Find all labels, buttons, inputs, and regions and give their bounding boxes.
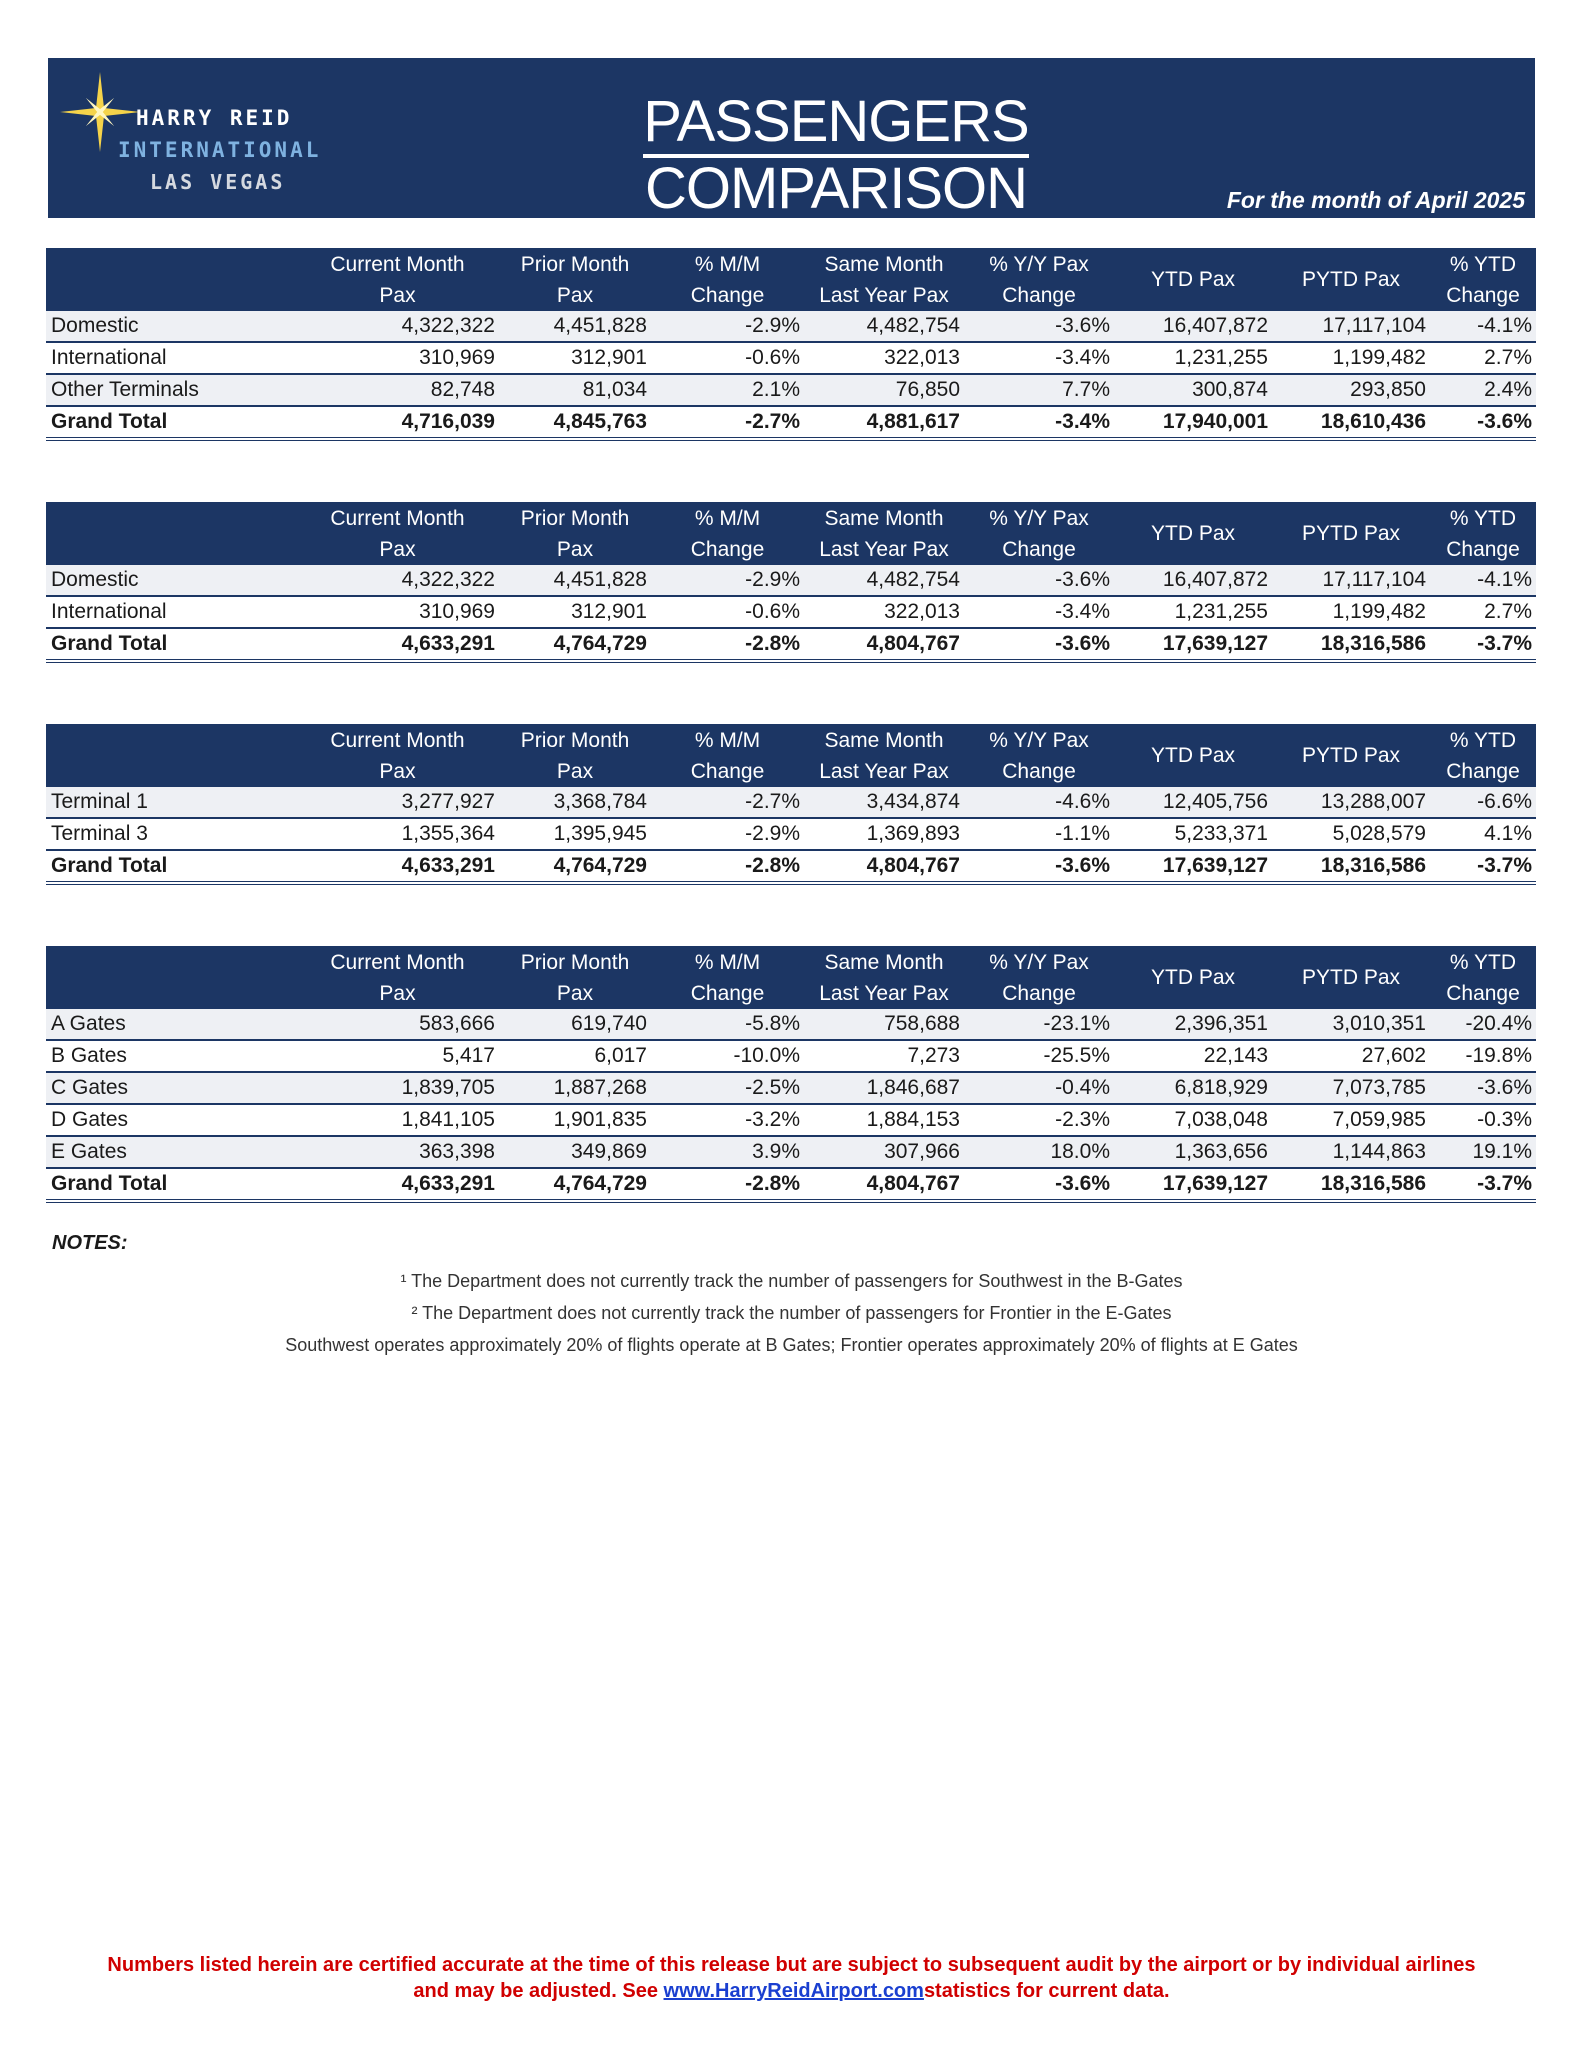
table-cell: 6,017 bbox=[499, 1040, 651, 1072]
total-label: Grand Total bbox=[46, 628, 296, 661]
table-header-row bbox=[46, 724, 1536, 787]
table-row bbox=[46, 1040, 1536, 1072]
header-mm-change bbox=[651, 724, 804, 787]
header-yy-change-line2: Change bbox=[1002, 283, 1076, 307]
header-prior-month bbox=[499, 248, 651, 311]
table-cell: 76,850 bbox=[804, 374, 964, 406]
row-label: D Gates bbox=[46, 1104, 296, 1136]
footer-text-1: Numbers listed herein are certified accurate at the time of this release but are subject to subsequent audit by the airport or by individual airlines and may be adjusted. See bbox=[107, 1954, 1476, 2002]
table-cell: 1,199,482 bbox=[1272, 342, 1430, 374]
table-cell: 3,368,784 bbox=[499, 787, 651, 818]
total-cell: 18,316,586 bbox=[1272, 850, 1430, 883]
header-current-month bbox=[296, 724, 499, 787]
row-label: Domestic bbox=[46, 311, 296, 342]
header-prior-month-line1: Prior Month bbox=[520, 728, 630, 752]
header-yy-change-line1: % Y/Y Pax bbox=[989, 506, 1089, 530]
table-cell: 1,144,863 bbox=[1272, 1136, 1430, 1168]
total-cell: 18,316,586 bbox=[1272, 1168, 1430, 1201]
row-label: Other Terminals bbox=[46, 374, 296, 406]
header-prior-month-line2: Pax bbox=[556, 537, 594, 561]
table-cell: 619,740 bbox=[499, 1009, 651, 1040]
header-yy-change bbox=[964, 248, 1114, 311]
table-cell: 17,117,104 bbox=[1272, 311, 1430, 342]
table-cell: 2.7% bbox=[1430, 596, 1536, 628]
table-cell: 312,901 bbox=[499, 596, 651, 628]
airport-logo bbox=[54, 68, 334, 208]
total-cell: 17,639,127 bbox=[1114, 628, 1272, 661]
header-prior-month bbox=[499, 946, 651, 1009]
table-cell: 4,451,828 bbox=[499, 565, 651, 596]
table-row bbox=[46, 818, 1536, 850]
header-ytd-change-line2: Change bbox=[1446, 759, 1520, 783]
header-banner bbox=[48, 58, 1535, 221]
row-label: C Gates bbox=[46, 1072, 296, 1104]
total-cell: 17,940,001 bbox=[1114, 406, 1272, 439]
table-cell: 363,398 bbox=[296, 1136, 499, 1168]
note-3: Southwest operates approximately 20% of flights operate at B Gates; Frontier operates approximately 20% of flights at E Gates bbox=[285, 1335, 1298, 1355]
total-cell: 18,316,586 bbox=[1272, 628, 1430, 661]
header-ytd bbox=[1114, 248, 1272, 311]
table-cell: 19.1% bbox=[1430, 1136, 1536, 1168]
header-same-month-last-year bbox=[804, 248, 964, 311]
table-cell: 1,884,153 bbox=[804, 1104, 964, 1136]
total-cell: -3.6% bbox=[964, 1168, 1114, 1201]
header-yy-change bbox=[964, 724, 1114, 787]
header-same-month-last-year-line1: Same Month bbox=[824, 950, 944, 974]
table-cell: 81,034 bbox=[499, 374, 651, 406]
header-ytd bbox=[1114, 724, 1272, 787]
row-label: International bbox=[46, 596, 296, 628]
total-cell: 4,633,291 bbox=[296, 628, 499, 661]
row-label: International bbox=[46, 342, 296, 374]
header-current-month bbox=[296, 946, 499, 1009]
table-cell: 6,818,929 bbox=[1114, 1072, 1272, 1104]
total-cell: 4,845,763 bbox=[499, 406, 651, 439]
table-cell: 1,355,364 bbox=[296, 818, 499, 850]
total-cell: -3.7% bbox=[1430, 1168, 1536, 1201]
header-ytd-change-line2: Change bbox=[1446, 283, 1520, 307]
row-label: Domestic bbox=[46, 565, 296, 596]
total-cell: 4,716,039 bbox=[296, 406, 499, 439]
header-yy-change bbox=[964, 502, 1114, 565]
header-blank bbox=[46, 502, 296, 565]
header-prior-month-line1: Prior Month bbox=[520, 252, 630, 276]
table-cell: 16,407,872 bbox=[1114, 311, 1272, 342]
total-cell: 4,804,767 bbox=[804, 1168, 964, 1201]
header-pytd bbox=[1272, 946, 1430, 1009]
header-pytd-text: PYTD Pax bbox=[1301, 522, 1401, 545]
table-cell: 3,010,351 bbox=[1272, 1009, 1430, 1040]
logo-line-2: INTERNATIONAL bbox=[118, 138, 322, 162]
table-cell: 1,363,656 bbox=[1114, 1136, 1272, 1168]
total-cell: -2.8% bbox=[651, 628, 804, 661]
table-row bbox=[46, 596, 1536, 628]
header-prior-month bbox=[499, 502, 651, 565]
header-ytd-change bbox=[1430, 502, 1536, 565]
header-current-month-line2: Pax bbox=[379, 283, 416, 307]
table-row bbox=[46, 1136, 1536, 1168]
terminal-table bbox=[46, 724, 1536, 885]
table-cell: 307,966 bbox=[804, 1136, 964, 1168]
airport-website-link[interactable]: www.HarryReidAirport.com bbox=[663, 1980, 924, 2002]
header-mm-change-line2: Change bbox=[690, 981, 765, 1005]
total-cell: -2.8% bbox=[651, 850, 804, 883]
header-mm-change-line1: % M/M bbox=[694, 252, 761, 276]
header-prior-month-line2: Pax bbox=[556, 981, 594, 1005]
grand-total-row bbox=[46, 1168, 1536, 1201]
row-label: E Gates bbox=[46, 1136, 296, 1168]
table-cell: 4,482,754 bbox=[804, 565, 964, 596]
table-cell: 312,901 bbox=[499, 342, 651, 374]
row-label: Terminal 3 bbox=[46, 818, 296, 850]
table-row bbox=[46, 374, 1536, 406]
table-cell: -0.6% bbox=[651, 596, 804, 628]
table-cell: 322,013 bbox=[804, 596, 964, 628]
table-cell: -2.7% bbox=[651, 787, 804, 818]
table-cell: 17,117,104 bbox=[1272, 565, 1430, 596]
table-cell: 7,059,985 bbox=[1272, 1104, 1430, 1136]
header-current-month-line2: Pax bbox=[379, 981, 416, 1005]
table-cell: 1,199,482 bbox=[1272, 596, 1430, 628]
table-cell: 1,839,705 bbox=[296, 1072, 499, 1104]
header-ytd-change bbox=[1430, 946, 1536, 1009]
table-cell: 1,841,105 bbox=[296, 1104, 499, 1136]
header-ytd-change bbox=[1430, 724, 1536, 787]
notes-heading: NOTES: bbox=[52, 1232, 128, 1254]
header-blank bbox=[46, 724, 296, 787]
header-current-month-line1: Current Month bbox=[330, 950, 465, 974]
table-cell: 4,322,322 bbox=[296, 565, 499, 596]
table-cell: -2.3% bbox=[964, 1104, 1114, 1136]
page-title-text: PASSENGERS COMPARISON bbox=[643, 89, 1028, 225]
row-label: A Gates bbox=[46, 1009, 296, 1040]
table-cell: -4.1% bbox=[1430, 311, 1536, 342]
table-cell: 349,869 bbox=[499, 1136, 651, 1168]
total-cell: -2.8% bbox=[651, 1168, 804, 1201]
table-row bbox=[46, 342, 1536, 374]
table-cell: 310,969 bbox=[296, 596, 499, 628]
header-ytd-change-line1: % YTD bbox=[1449, 506, 1517, 530]
table-cell: -1.1% bbox=[964, 818, 1114, 850]
header-pytd-text: PYTD Pax bbox=[1301, 966, 1401, 989]
table-cell: 4,451,828 bbox=[499, 311, 651, 342]
total-cell: -3.7% bbox=[1430, 628, 1536, 661]
table-cell: 5,417 bbox=[296, 1040, 499, 1072]
footer-text-2: statistics for current data. bbox=[923, 1980, 1170, 2002]
grand-total-row bbox=[46, 628, 1536, 661]
table-cell: 12,405,756 bbox=[1114, 787, 1272, 818]
table-cell: 4,482,754 bbox=[804, 311, 964, 342]
header-mm-change-line1: % M/M bbox=[694, 728, 761, 752]
header-yy-change-line2: Change bbox=[1002, 981, 1076, 1005]
header-ytd-text: YTD Pax bbox=[1150, 966, 1236, 989]
note-1: ¹ The Department does not currently track the number of passengers for Southwest in the B-Gates bbox=[400, 1271, 1183, 1291]
header-ytd-change-line1: % YTD bbox=[1449, 950, 1517, 974]
header-yy-change-line2: Change bbox=[1002, 537, 1076, 561]
header-yy-change-line1: % Y/Y Pax bbox=[989, 950, 1089, 974]
grand-total-row bbox=[46, 406, 1536, 439]
page-title bbox=[456, 88, 1216, 222]
total-label: Grand Total bbox=[46, 1168, 296, 1201]
table-cell: -25.5% bbox=[964, 1040, 1114, 1072]
total-cell: -3.6% bbox=[964, 850, 1114, 883]
table-cell: 758,688 bbox=[804, 1009, 964, 1040]
header-blank bbox=[46, 248, 296, 311]
header-prior-month-line1: Prior Month bbox=[520, 950, 630, 974]
table-cell: -10.0% bbox=[651, 1040, 804, 1072]
header-mm-change-line1: % M/M bbox=[694, 506, 761, 530]
table-cell: 22,143 bbox=[1114, 1040, 1272, 1072]
header-same-month-last-year bbox=[804, 724, 964, 787]
header-ytd-change-line1: % YTD bbox=[1449, 252, 1517, 276]
header-mm-change bbox=[651, 502, 804, 565]
domestic-international-table bbox=[46, 502, 1536, 663]
table-cell: 7.7% bbox=[964, 374, 1114, 406]
table-cell: 7,273 bbox=[804, 1040, 964, 1072]
table-cell: 4.1% bbox=[1430, 818, 1536, 850]
table-row bbox=[46, 1009, 1536, 1040]
table-cell: -3.2% bbox=[651, 1104, 804, 1136]
table-cell: 5,028,579 bbox=[1272, 818, 1430, 850]
table-cell: -2.5% bbox=[651, 1072, 804, 1104]
table-cell: -2.9% bbox=[651, 565, 804, 596]
table-cell: 3,434,874 bbox=[804, 787, 964, 818]
table-cell: 2.1% bbox=[651, 374, 804, 406]
table-cell: -3.6% bbox=[964, 565, 1114, 596]
header-same-month-last-year-line2: Last Year Pax bbox=[819, 759, 949, 783]
header-yy-change-line1: % Y/Y Pax bbox=[989, 252, 1089, 276]
header-ytd-text: YTD Pax bbox=[1150, 522, 1236, 545]
header-same-month-last-year bbox=[804, 946, 964, 1009]
total-cell: 4,764,729 bbox=[499, 850, 651, 883]
header-same-month-last-year bbox=[804, 502, 964, 565]
total-cell: -3.6% bbox=[1430, 406, 1536, 439]
header-same-month-last-year-line1: Same Month bbox=[824, 506, 944, 530]
total-cell: -3.6% bbox=[964, 628, 1114, 661]
header-current-month-line1: Current Month bbox=[330, 506, 465, 530]
table-cell: -0.4% bbox=[964, 1072, 1114, 1104]
table-cell: -4.1% bbox=[1430, 565, 1536, 596]
table-cell: -20.4% bbox=[1430, 1009, 1536, 1040]
summary-table bbox=[46, 248, 1536, 441]
header-ytd bbox=[1114, 502, 1272, 565]
total-cell: 4,804,767 bbox=[804, 850, 964, 883]
table-cell: 1,901,835 bbox=[499, 1104, 651, 1136]
header-ytd-change-line2: Change bbox=[1446, 537, 1520, 561]
total-cell: 17,639,127 bbox=[1114, 850, 1272, 883]
row-label: B Gates bbox=[46, 1040, 296, 1072]
table-cell: 5,233,371 bbox=[1114, 818, 1272, 850]
table-cell: -3.4% bbox=[964, 596, 1114, 628]
header-mm-change-line2: Change bbox=[690, 537, 765, 561]
table-cell: 3.9% bbox=[651, 1136, 804, 1168]
table-cell: 310,969 bbox=[296, 342, 499, 374]
table-cell: 2.4% bbox=[1430, 374, 1536, 406]
table-cell: 4,322,322 bbox=[296, 311, 499, 342]
header-current-month bbox=[296, 502, 499, 565]
table-cell: 27,602 bbox=[1272, 1040, 1430, 1072]
table-cell: 1,231,255 bbox=[1114, 596, 1272, 628]
table-cell: 583,666 bbox=[296, 1009, 499, 1040]
header-current-month-line2: Pax bbox=[379, 537, 416, 561]
table-cell: 3,277,927 bbox=[296, 787, 499, 818]
gates-table bbox=[46, 946, 1536, 1203]
table-cell: -4.6% bbox=[964, 787, 1114, 818]
header-pytd bbox=[1272, 502, 1430, 565]
logo-line-3: LAS VEGAS bbox=[150, 170, 286, 194]
header-current-month-line1: Current Month bbox=[330, 252, 465, 276]
header-current-month bbox=[296, 248, 499, 311]
total-cell: 4,764,729 bbox=[499, 1168, 651, 1201]
table-cell: -6.6% bbox=[1430, 787, 1536, 818]
table-header-row bbox=[46, 502, 1536, 565]
table-row bbox=[46, 787, 1536, 818]
total-cell: 4,804,767 bbox=[804, 628, 964, 661]
table-cell: 13,288,007 bbox=[1272, 787, 1430, 818]
header-pytd-text: PYTD Pax bbox=[1301, 744, 1401, 767]
header-prior-month-line1: Prior Month bbox=[520, 506, 630, 530]
header-ytd-change bbox=[1430, 248, 1536, 311]
header-mm-change-line2: Change bbox=[690, 759, 765, 783]
table-cell: 1,369,893 bbox=[804, 818, 964, 850]
header-mm-change-line1: % M/M bbox=[694, 950, 761, 974]
row-label: Terminal 1 bbox=[46, 787, 296, 818]
report-period: For the month of April 2025 bbox=[1226, 187, 1525, 213]
total-cell: 18,610,436 bbox=[1272, 406, 1430, 439]
header-same-month-last-year-line2: Last Year Pax bbox=[819, 283, 949, 307]
table-cell: 16,407,872 bbox=[1114, 565, 1272, 596]
total-cell: 4,633,291 bbox=[296, 1168, 499, 1201]
header-yy-change bbox=[964, 946, 1114, 1009]
header-prior-month bbox=[499, 724, 651, 787]
table-cell: 2.7% bbox=[1430, 342, 1536, 374]
table-header-row bbox=[46, 248, 1536, 311]
table-cell: -0.3% bbox=[1430, 1104, 1536, 1136]
header-prior-month-line2: Pax bbox=[556, 283, 594, 307]
header-ytd-change-line1: % YTD bbox=[1449, 728, 1517, 752]
header-mm-change bbox=[651, 248, 804, 311]
header-blank bbox=[46, 946, 296, 1009]
total-cell: 4,881,617 bbox=[804, 406, 964, 439]
logo-line-1: HARRY REID bbox=[136, 106, 293, 130]
table-row bbox=[46, 311, 1536, 342]
table-cell: -2.9% bbox=[651, 818, 804, 850]
header-same-month-last-year-line1: Same Month bbox=[824, 728, 944, 752]
table-cell: -23.1% bbox=[964, 1009, 1114, 1040]
header-pytd-text: PYTD Pax bbox=[1301, 268, 1401, 291]
total-label: Grand Total bbox=[46, 406, 296, 439]
table-cell: 2,396,351 bbox=[1114, 1009, 1272, 1040]
header-yy-change-line1: % Y/Y Pax bbox=[989, 728, 1089, 752]
table-cell: 293,850 bbox=[1272, 374, 1430, 406]
table-cell: -3.6% bbox=[964, 311, 1114, 342]
disclaimer-footer bbox=[100, 1952, 1483, 2004]
total-cell: -2.7% bbox=[651, 406, 804, 439]
header-current-month-line2: Pax bbox=[379, 759, 416, 783]
header-prior-month-line2: Pax bbox=[556, 759, 594, 783]
table-cell: -5.8% bbox=[651, 1009, 804, 1040]
total-cell: 4,633,291 bbox=[296, 850, 499, 883]
header-ytd-text: YTD Pax bbox=[1150, 268, 1236, 291]
header-same-month-last-year-line2: Last Year Pax bbox=[819, 981, 949, 1005]
table-cell: -3.6% bbox=[1430, 1072, 1536, 1104]
header-mm-change-line2: Change bbox=[690, 283, 765, 307]
table-cell: 1,887,268 bbox=[499, 1072, 651, 1104]
table-header-row bbox=[46, 946, 1536, 1009]
total-label: Grand Total bbox=[46, 850, 296, 883]
table-cell: 82,748 bbox=[296, 374, 499, 406]
header-same-month-last-year-line1: Same Month bbox=[824, 252, 944, 276]
header-mm-change bbox=[651, 946, 804, 1009]
table-cell: 7,038,048 bbox=[1114, 1104, 1272, 1136]
header-ytd bbox=[1114, 946, 1272, 1009]
total-cell: -3.7% bbox=[1430, 850, 1536, 883]
table-cell: 322,013 bbox=[804, 342, 964, 374]
note-2: ² The Department does not currently track the number of passengers for Frontier in the E-Gates bbox=[411, 1303, 1172, 1323]
header-pytd bbox=[1272, 248, 1430, 311]
total-cell: -3.4% bbox=[964, 406, 1114, 439]
table-cell: 1,231,255 bbox=[1114, 342, 1272, 374]
table-cell: -19.8% bbox=[1430, 1040, 1536, 1072]
table-cell: 7,073,785 bbox=[1272, 1072, 1430, 1104]
header-ytd-text: YTD Pax bbox=[1150, 744, 1236, 767]
table-row bbox=[46, 1104, 1536, 1136]
header-pytd bbox=[1272, 724, 1430, 787]
table-cell: 1,846,687 bbox=[804, 1072, 964, 1104]
header-same-month-last-year-line2: Last Year Pax bbox=[819, 537, 949, 561]
table-row bbox=[46, 1072, 1536, 1104]
header-yy-change-line2: Change bbox=[1002, 759, 1076, 783]
header-ytd-change-line2: Change bbox=[1446, 981, 1520, 1005]
total-cell: 17,639,127 bbox=[1114, 1168, 1272, 1201]
table-cell: 1,395,945 bbox=[499, 818, 651, 850]
table-cell: 18.0% bbox=[964, 1136, 1114, 1168]
grand-total-row bbox=[46, 850, 1536, 883]
table-cell: 300,874 bbox=[1114, 374, 1272, 406]
table-cell: -0.6% bbox=[651, 342, 804, 374]
table-cell: -3.4% bbox=[964, 342, 1114, 374]
total-cell: 4,764,729 bbox=[499, 628, 651, 661]
header-current-month-line1: Current Month bbox=[330, 728, 465, 752]
table-cell: -2.9% bbox=[651, 311, 804, 342]
table-row bbox=[46, 565, 1536, 596]
